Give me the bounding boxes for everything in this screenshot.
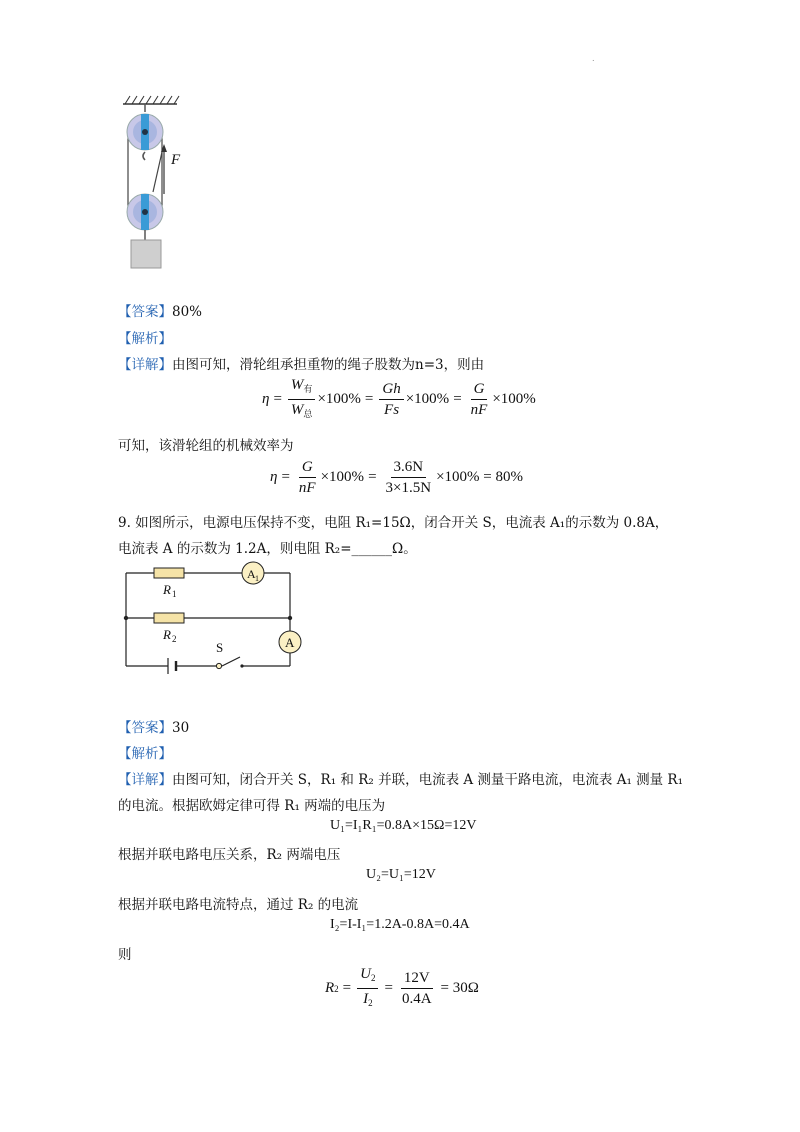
answer-tag: 【答案】: [118, 720, 172, 736]
times-100: ×100%: [405, 391, 450, 407]
fraction-numeric: $\frac{3.6N}{3\times 1.5N}$: [385, 459, 432, 496]
equals-sign: =: [364, 391, 374, 407]
times-100: ×100%: [317, 391, 361, 407]
movable-pulley: [127, 194, 163, 230]
svg-text:1: 1: [255, 574, 259, 583]
resistor-r1: [154, 568, 184, 578]
eq-u2: U₂=U₁=12V: [366, 867, 436, 882]
detail-tag: 【详解】: [118, 772, 172, 788]
svg-text:2: 2: [172, 634, 177, 644]
q9-analysis-tag: 【解析】: [118, 746, 172, 762]
switch-s: [216, 663, 221, 668]
fraction-u2-i2: $\frac{U_2}{I_2}$: [357, 965, 378, 1012]
equals-sign: =: [273, 391, 282, 407]
eq-r2: R 2 = $\frac{U_2}{I_2}$ = $\frac{12V}{0.4A}$ = 30Ω: [325, 965, 479, 1012]
q8-detail-line: [118, 353, 484, 373]
eq-u1: U₁=I₁R₁=0.8A×15Ω=12V: [330, 818, 477, 833]
fraction-numeric: $\frac{12V}{0.4A}$: [401, 970, 432, 1007]
q9-answer-line: [118, 716, 189, 736]
q9-detail-line2: 的电流。根据欧姆定律可得 R₁ 两端的电压为: [118, 798, 386, 814]
eta-symbol: η: [262, 391, 270, 407]
q9-line2: 电流表 A 的示数为 1.2A，则电阻 R₂=______Ω。: [118, 541, 417, 557]
text-parallel-voltage: 根据并联电路电压关系，R₂ 两端电压: [118, 847, 341, 863]
answer-tag: 【答案】: [118, 304, 172, 320]
times-100: ×100%: [492, 391, 536, 407]
fraction-g-nf: $\frac{G}{nF}$: [470, 381, 488, 418]
circuit-diagram: [118, 560, 308, 685]
fraction-gh-fs: $\frac{Gh}{Fs}$: [379, 380, 403, 419]
answer-value: 80%: [172, 304, 203, 320]
r2-label: R: [163, 627, 171, 642]
text-parallel-current: 根据并联电路电流特点，通过 R₂ 的电流: [118, 897, 359, 913]
detail-tag: 【详解】: [118, 357, 172, 373]
resistor-r2: [154, 613, 184, 623]
force-label: F: [171, 152, 181, 168]
svg-text:1: 1: [172, 589, 177, 599]
fraction-g-nf: $\frac{G}{nF}$: [298, 459, 316, 496]
equals-sign: =: [453, 391, 462, 407]
s-label: S: [216, 640, 224, 655]
then-text: 则: [118, 947, 132, 963]
fixed-pulley: [127, 114, 163, 150]
r1-label: R: [163, 582, 171, 597]
q8-answer-line: [118, 300, 202, 320]
q8-efficiency-formula: [262, 376, 536, 423]
a-label: A: [285, 635, 295, 650]
q9-line1: 9. 如图所示，电源电压保持不变，电阻 R₁=15Ω，闭合开关 S，电流表 A₁的示数为 0.8A，: [118, 515, 669, 531]
q8-analysis-tag: 【解析】: [118, 331, 172, 347]
q9-detail-line1: 【详解】由图可知，闭合开关 S，R₁ 和 R₂ 并联，电流表 A 测量干路电流，电流表 A₁ 测量 R₁: [118, 772, 684, 788]
eq-i2: I₂=I-I₁=1.2A-0.8A=0.4A: [330, 917, 470, 932]
q8-efficiency-result: η = $\frac{G}{nF}$ ×100% = $\frac{3.6N}{3\times 1.5N}$ ×100% = 80%: [270, 459, 523, 496]
fraction-w: $\frac{W_有}{W_总}$: [288, 376, 316, 423]
answer-value: 30: [172, 720, 190, 736]
pulley-figure: [115, 90, 195, 272]
detail-text: 由图可知，滑轮组承担重物的绳子股数为n=3，则由: [172, 357, 485, 373]
q8-mid-text: 可知，该滑轮组的机械效率为: [118, 438, 294, 454]
weight-block: [131, 240, 161, 268]
page-mark: .: [592, 54, 595, 63]
a1-label: A: [247, 567, 256, 581]
